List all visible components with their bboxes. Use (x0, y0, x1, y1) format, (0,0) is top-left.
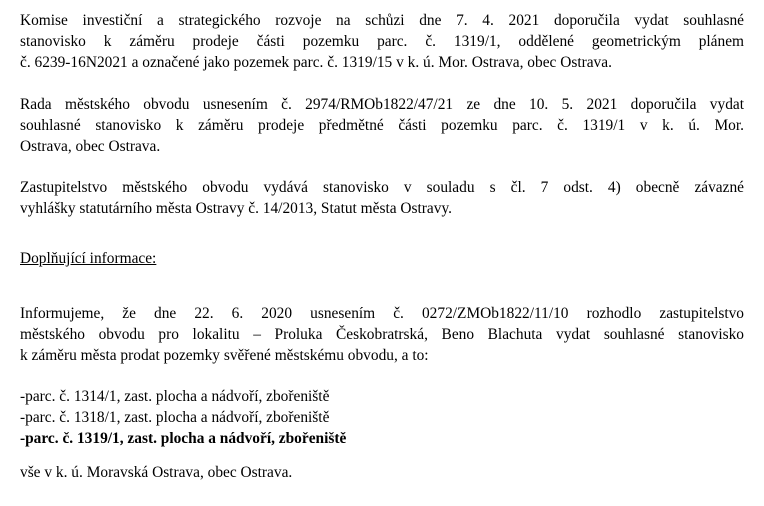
text-line: Rada městského obvodu usnesením č. 2974/RMOb1822/47/21 ze dne 10. 5. 2021 doporučila vydat (20, 96, 744, 113)
text-line: stanovisko k záměru prodeje části pozemku parc. č. 1319/1, oddělené geometrickým plánem (20, 33, 744, 50)
closing-note: vše v k. ú. Moravská Ostrava, obec Ostrava. (20, 464, 293, 481)
text-line: souhlasné stanovisko k záměru prodeje předmětné části pozemku parc. č. 1319/1 v k. ú. Mor. (20, 117, 744, 134)
text-line: Komise investiční a strategického rozvoje na schůzi dne 7. 4. 2021 doporučila vydat souhlasné (20, 12, 744, 29)
paragraph-commission-recommendation (20, 10, 744, 73)
text-line: k záměru města prodat pozemky svěřené městskému obvodu, a to: (20, 347, 429, 364)
parcel-list (20, 386, 346, 449)
text-line: vyhlášky statutárního města Ostravy č. 14/2013, Statut města Ostravy. (20, 200, 453, 217)
text-line: Ostrava, obec Ostrava. (20, 138, 161, 155)
paragraph-council-resolution (20, 94, 744, 157)
list-item-highlighted: -parc. č. 1319/1, zast. plocha a nádvoří, zbořeniště (20, 430, 347, 447)
text-line: č. 6239-16N2021 a označené jako pozemek parc. č. 1319/15 v k. ú. Mor. Ostrava, obec Ostrava. (20, 54, 612, 71)
paragraph-additional-info (20, 303, 744, 366)
text-line: Zastupitelstvo městského obvodu vydává stanovisko v souladu s čl. 7 odst. 4) obecně závazné (20, 179, 744, 196)
paragraph-assembly-statement (20, 177, 744, 219)
list-item: -parc. č. 1318/1, zast. plocha a nádvoří, zbořeniště (20, 409, 330, 426)
section-heading: Doplňující informace: (20, 250, 157, 267)
text-line: Informujeme, že dne 22. 6. 2020 usnesením č. 0272/ZMOb1822/11/10 rozhodlo zastupitelstvo (20, 305, 744, 322)
list-item: -parc. č. 1314/1, zast. plocha a nádvoří, zbořeniště (20, 388, 330, 405)
text-line: městského obvodu pro lokalitu – Proluka Českobratrská, Beno Blachuta vydat souhlasné stanovisko (20, 326, 744, 343)
